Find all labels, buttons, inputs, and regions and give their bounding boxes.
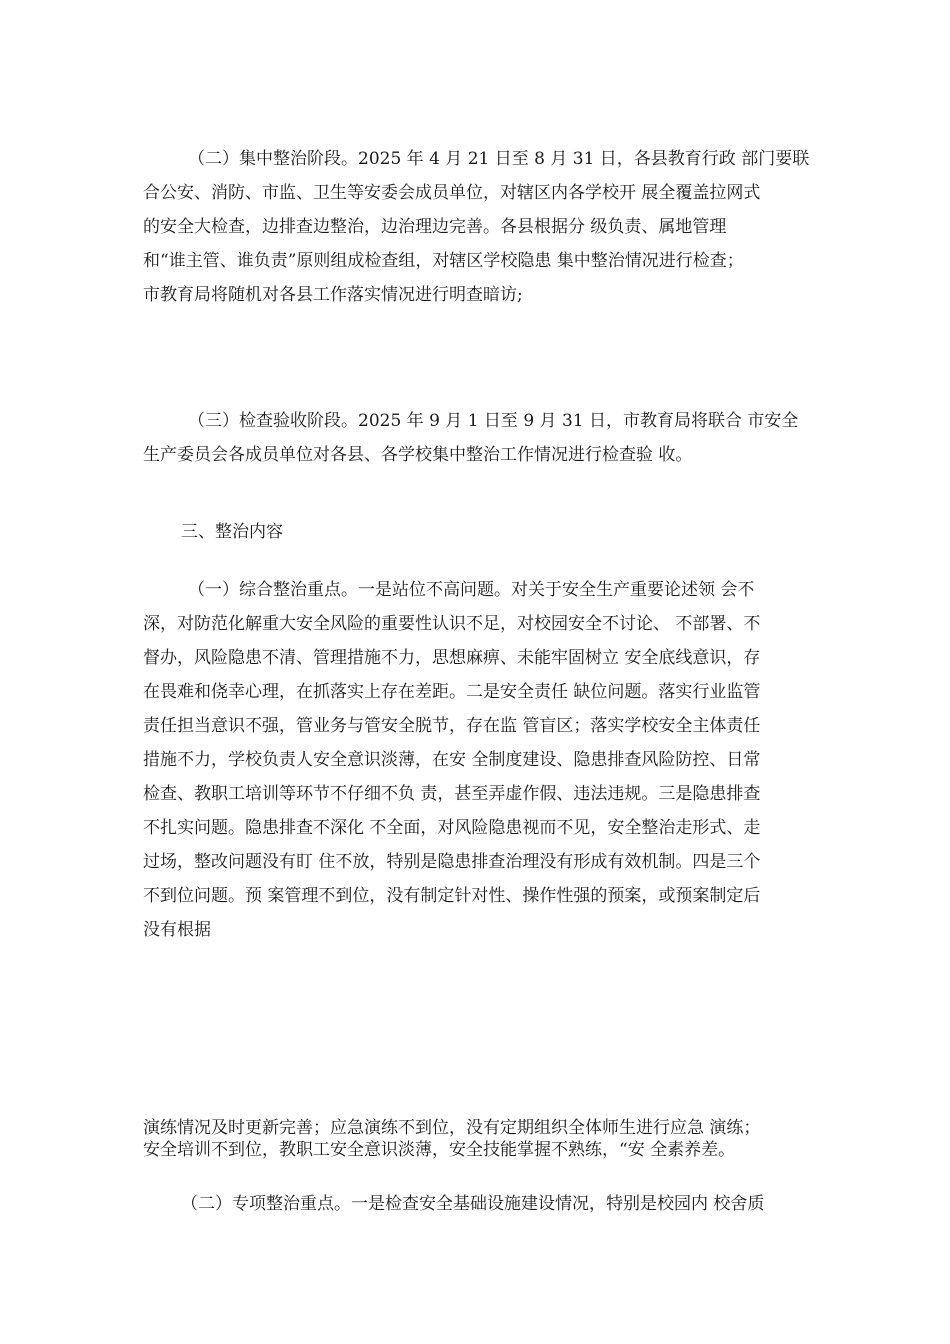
section-title: 三、整治内容 — [181, 522, 283, 542]
text-line: 的安全大检查，边排查边整治，边治理边完善。各县根据分 级负责、属地管理 — [143, 217, 727, 237]
text-line: 安全培训不到位，教职工安全意识淡薄，安全技能掌握不熟练，“安 全素养差。 — [143, 1140, 736, 1160]
text-line: 不扎实问题。隐患排查不深化 不全面，对风险隐患视而不见，安全整治走形式、走 — [143, 818, 761, 838]
paragraph-comprehensive-focus — [143, 573, 823, 947]
text-line: （二）集中整治阶段。2025 年 4 月 21 日至 8 月 31 日，各县教育行政 部门要联 — [188, 149, 810, 169]
text-line: 在畏难和侥幸心理，在抓落实上存在差距。二是安全责任 缺位问题。落实行业监管 — [143, 682, 761, 702]
text-line: 督办，风险隐患不清、管理措施不力，思想麻痹、未能牢固树立 安全底线意识，存 — [143, 648, 761, 668]
text-line: 没有根据 — [143, 920, 211, 940]
text-line: 不到位问题。预 案管理不到位，没有制定针对性、操作性强的预案，或预案制定后 — [143, 886, 761, 906]
text-line: （三）检查验收阶段。2025 年 9 月 1 日至 9 月 31 日，市教育局将联合 市安全 — [188, 411, 799, 431]
text-line: 深，对防范化解重大安全风险的重要性认识不足，对校园安全不讨论、 不部署、不 — [143, 614, 761, 634]
text-line: 生产委员会各成员单位对各县、各学校集中整治工作情况进行检查验 收。 — [143, 445, 693, 465]
text-line: 市教育局将随机对各县工作落实情况进行明查暗访; — [143, 285, 523, 305]
text-line: 过场，整改问题没有盯 住不放，特别是隐患排查治理没有形成有效机制。四是三个 — [143, 852, 761, 872]
text-line: 合公安、消防、市监、卫生等安委会成员单位，对辖区内各学校开 展全覆盖拉网式 — [143, 183, 761, 203]
paragraph-stage-3 — [143, 404, 823, 472]
text-line: 演练情况及时更新完善；应急演练不到位，没有定期组织全体师生进行应急 演练； — [143, 1118, 761, 1138]
section-heading — [143, 515, 823, 549]
text-line: （二）专项整治重点。一是检查安全基础设施建设情况，特别是校园内 校舍质 — [181, 1194, 765, 1214]
text-line: 责任担当意识不强，管业务与管安全脱节，存在监 管盲区；落实学校安全主体责任 — [143, 716, 761, 736]
text-line: 检查、教职工培训等环节不仔细不负 责，甚至弄虚作假、违法违规。三是隐患排查 — [143, 784, 761, 804]
paragraph-stage-2 — [143, 142, 823, 312]
text-line: 措施不力，学校负责人安全意识淡薄，在安 全制度建设、隐患排查风险防控、日常 — [143, 750, 761, 770]
text-line: 和“谁主管、谁负责”原则组成检查组，对辖区学校隐患 集中整治情况进行检查； — [143, 251, 744, 271]
paragraph-special-focus — [143, 1187, 823, 1221]
paragraph-comprehensive-focus-continued — [143, 1117, 823, 1161]
text-line: （一）综合整治重点。一是站位不高问题。对关于安全生产重要论述领 会不 — [188, 580, 755, 600]
